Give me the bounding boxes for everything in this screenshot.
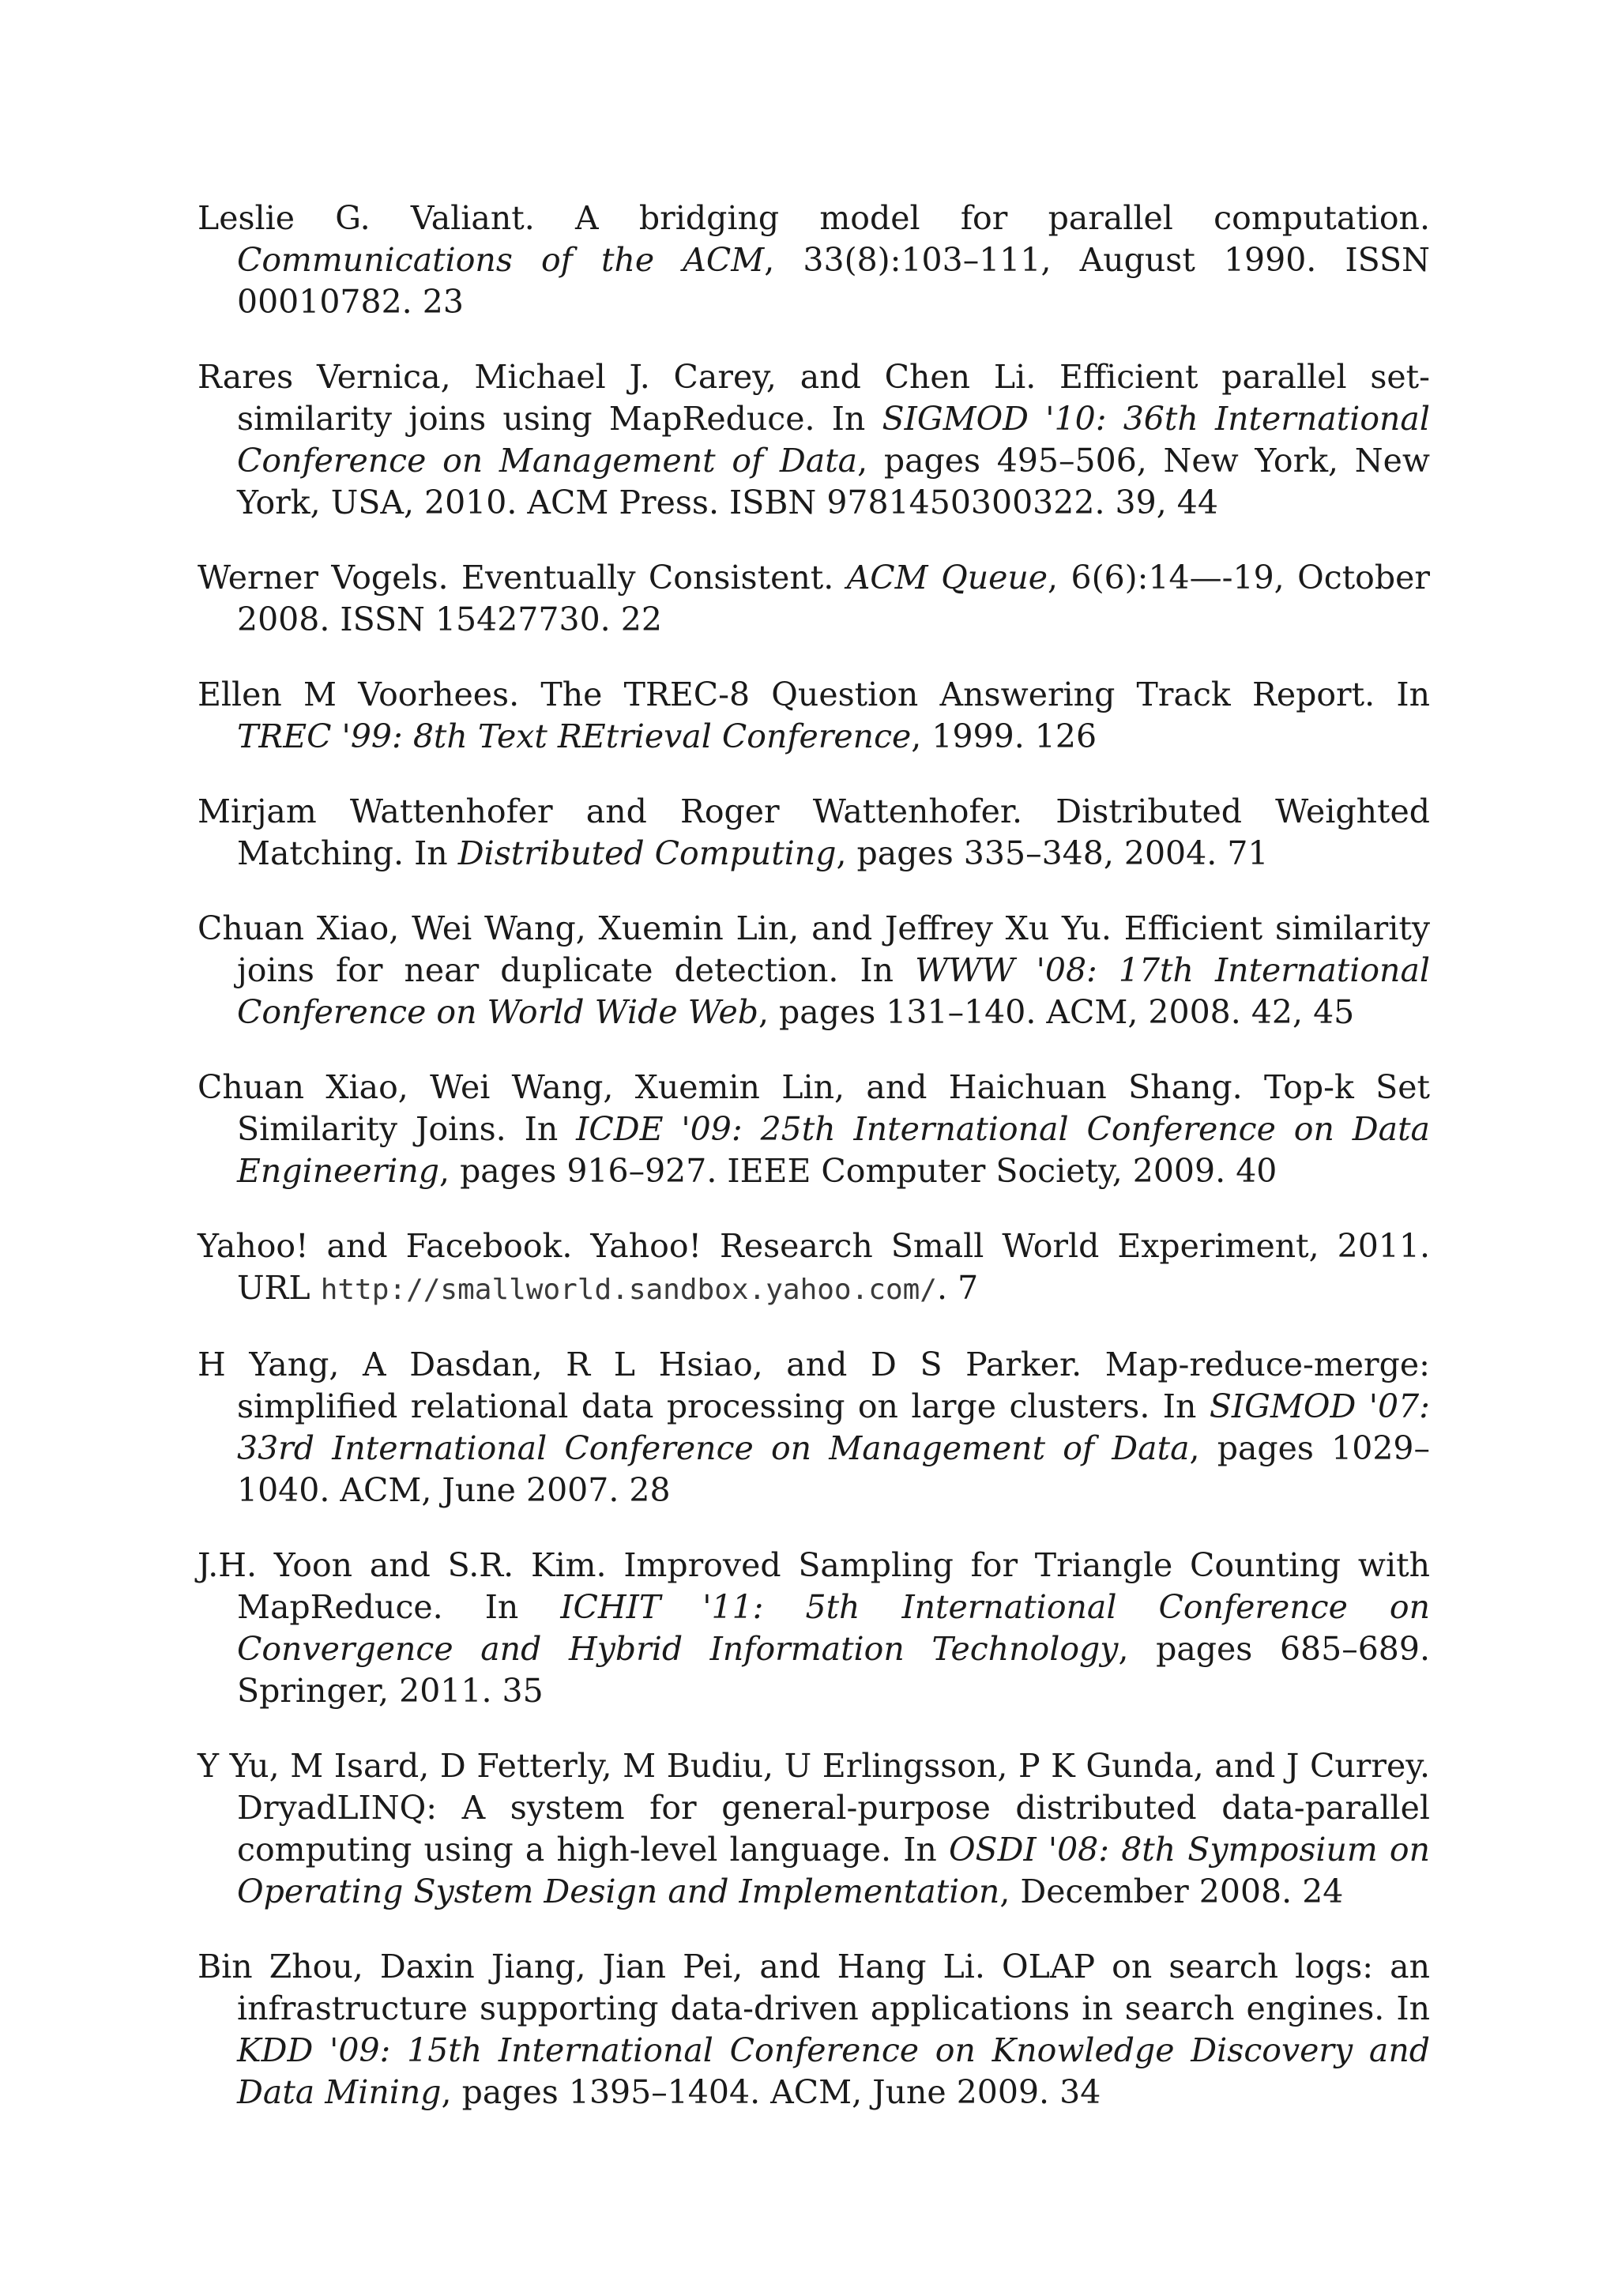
bib-title: Efficient similarity joins for near duplicate detection. In	[237, 909, 1430, 989]
bib-backref[interactable]: 34	[1059, 2073, 1101, 2111]
bib-authors: Ellen M Voorhees.	[198, 676, 520, 713]
bib-authors: H Yang, A Dasdan, R L Hsiao, and D S Parker.	[198, 1346, 1082, 1383]
bib-venue: TREC '99: 8th Text REtrieval Conference	[237, 717, 912, 755]
bib-backref[interactable]: 28	[629, 1471, 671, 1509]
bib-details: .	[936, 1269, 948, 1307]
bib-backref[interactable]: 40	[1236, 1152, 1277, 1190]
bib-backref[interactable]: 7	[958, 1269, 979, 1307]
bib-title: Yahoo! Research Small World Experiment, 2011. URL	[237, 1227, 1430, 1307]
bib-title: Distributed Weighted Matching. In	[237, 792, 1430, 872]
bib-details: , pages 335–348, 2004.	[836, 834, 1217, 872]
bib-authors: Mirjam Wattenhofer and Roger Wattenhofer.	[198, 792, 1023, 830]
bib-venue: KDD '09: 15th International Conference on Knowledge Discovery and Data Mining	[237, 2031, 1430, 2111]
bib-authors: Chuan Xiao, Wei Wang, Xuemin Lin, and Haichuan Shang.	[198, 1068, 1243, 1106]
bib-entry-xiao-2008	[198, 908, 1430, 1033]
bib-entry-valiant	[198, 198, 1430, 323]
bib-entry-vogels	[198, 557, 1430, 641]
bib-backref[interactable]: 126	[1034, 717, 1097, 755]
bib-venue: SIGMOD '07: 33rd International Conference on Management of Data	[237, 1387, 1430, 1467]
bib-venue: Distributed Computing	[457, 834, 837, 872]
bib-details: , 1999.	[911, 717, 1025, 755]
bib-details: , pages 495–506, New York, New York, USA, 2010. ACM Press. ISBN 9781450300322.	[237, 442, 1430, 521]
bib-venue: OSDI '08: 8th Symposium on Operating System Design and Implementation	[237, 1831, 1430, 1910]
bib-entry-yoon	[198, 1545, 1430, 1712]
bib-title: A bridging model for parallel computation.	[575, 199, 1430, 237]
bib-details: , December 2008.	[999, 1873, 1293, 1910]
bib-entry-voorhees	[198, 674, 1430, 758]
bib-venue: WWW '08: 17th International Conference on World Wide Web	[237, 951, 1430, 1031]
bib-backref[interactable]: 71	[1227, 834, 1269, 872]
bib-details: , pages 131–140. ACM, 2008.	[758, 993, 1241, 1031]
bib-authors: Yahoo! and Facebook.	[198, 1227, 573, 1265]
bib-venue: ICDE '09: 25th International Conference on Data Engineering	[237, 1110, 1430, 1190]
bib-backref[interactable]: 23	[422, 283, 464, 321]
bib-title: OLAP on search logs: an infrastructure supporting data-driven applications in search engines. In	[237, 1948, 1430, 2027]
bib-authors: Chuan Xiao, Wei Wang, Xuemin Lin, and Jeffrey Xu Yu.	[198, 909, 1112, 947]
bib-authors: Bin Zhou, Daxin Jiang, Jian Pei, and Hang Li.	[198, 1948, 985, 1985]
bib-title: Eventually Consistent.	[461, 559, 834, 597]
bib-backref[interactable]: 42, 45	[1251, 993, 1355, 1031]
bib-authors: Werner Vogels.	[198, 559, 449, 597]
bibliography-list	[198, 198, 1430, 2147]
bib-title: Improved Sampling for Triangle Counting with MapReduce. In	[237, 1546, 1430, 1626]
bib-venue: ICHIT '11: 5th International Conference on Convergence and Hybrid Information Technology	[237, 1588, 1430, 1668]
bib-title: DryadLINQ: A system for general-purpose distributed data-parallel computing using a high-level language. In	[237, 1789, 1430, 1869]
bib-backref[interactable]: 24	[1302, 1873, 1344, 1910]
bib-details: , pages 685–689. Springer, 2011.	[237, 1630, 1430, 1710]
bib-authors: Y Yu, M Isard, D Fetterly, M Budiu, U Erlingsson, P K Gunda, and J Currey.	[198, 1747, 1430, 1785]
bib-backref[interactable]: 39, 44	[1115, 484, 1218, 521]
bib-title: The TREC-8 Question Answering Track Report. In	[540, 676, 1430, 713]
bib-authors: Rares Vernica, Michael J. Carey, and Chen Li.	[198, 358, 1037, 396]
bib-details: , pages 916–927. IEEE Computer Society, 2009.	[439, 1152, 1226, 1190]
bib-details: , pages 1395–1404. ACM, June 2009.	[441, 2073, 1050, 2111]
bib-venue: ACM Queue	[846, 559, 1048, 597]
bib-entry-yu	[198, 1745, 1430, 1913]
bib-backref[interactable]: 22	[620, 600, 662, 638]
bib-venue: SIGMOD '10: 36th International Conference on Management of Data	[237, 400, 1430, 480]
bib-entry-xiao-2009	[198, 1067, 1430, 1192]
bib-details: , 6(6):14—-19, October 2008. ISSN 15427730.	[237, 559, 1430, 638]
bib-authors: J.H. Yoon and S.R. Kim.	[198, 1546, 607, 1584]
bib-title: Map-reduce-merge: simplified relational data processing on large clusters. In	[237, 1346, 1430, 1425]
bib-entry-wattenhofer	[198, 791, 1430, 875]
bib-entry-zhou	[198, 1946, 1430, 2113]
bib-title: Efficient parallel set-similarity joins using MapReduce. In	[237, 358, 1430, 438]
bib-entry-vernica	[198, 356, 1430, 524]
bib-authors: Leslie G. Valiant.	[198, 199, 535, 237]
bib-backref[interactable]: 35	[502, 1672, 544, 1710]
bib-title: Top-k Set Similarity Joins. In	[237, 1068, 1430, 1148]
bib-entry-yang	[198, 1344, 1430, 1511]
bib-url-link[interactable]: http://smallworld.sandbox.yahoo.com/	[320, 1274, 937, 1306]
bib-entry-yahoo	[198, 1225, 1430, 1311]
bib-venue: Communications of the ACM	[237, 241, 765, 279]
bib-details: , pages 1029–1040. ACM, June 2007.	[237, 1429, 1430, 1509]
bib-details: , 33(8):103–111, August 1990. ISSN 00010782.	[237, 241, 1430, 321]
